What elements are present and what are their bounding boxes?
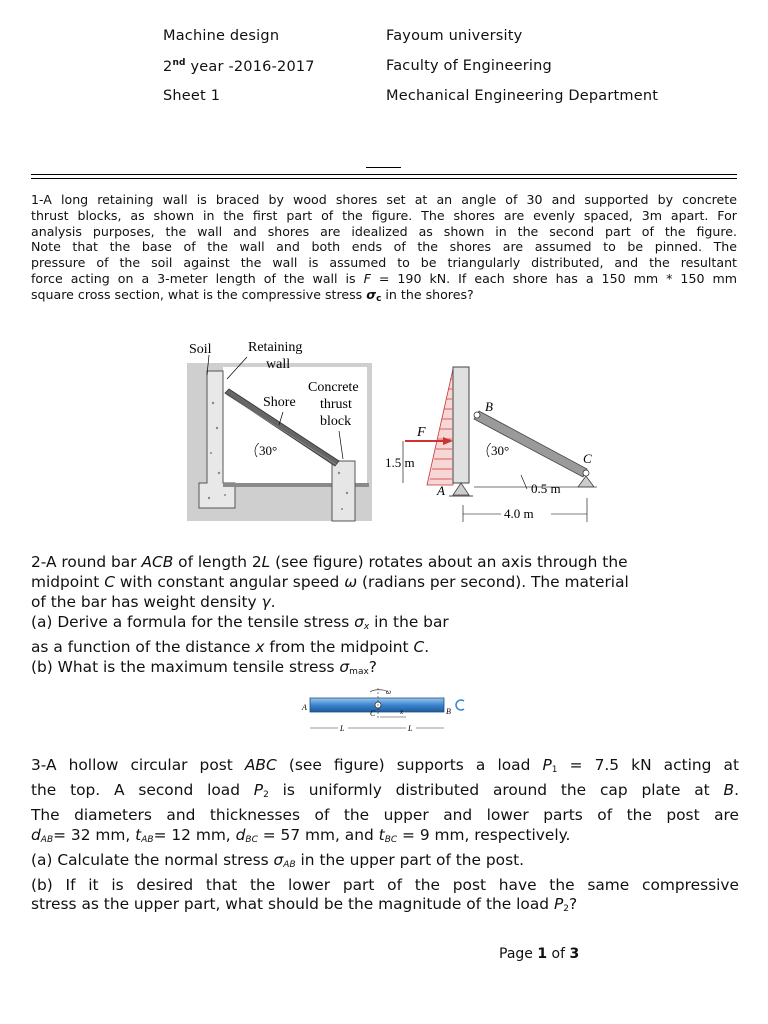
header-divider-top xyxy=(31,174,737,175)
angle-label-right: 30° xyxy=(491,443,510,458)
course-name: Machine design xyxy=(163,28,280,44)
concrete-label-3: block xyxy=(320,414,352,429)
concrete-label-2: thrust xyxy=(320,397,352,412)
short-divider xyxy=(366,167,401,168)
header-divider-bottom xyxy=(31,178,737,179)
mid-C-label: C xyxy=(370,709,376,718)
angle-label-left: 30° xyxy=(259,443,278,458)
soil-label: Soil xyxy=(189,342,212,357)
faculty-name: Faculty of Engineering xyxy=(386,58,552,74)
problem-3-text: 3-A hollow circular post ABC (see figure) supports a load $P_1 = 7.5$ kN acting at the top. A second load $P_2$ is uniformly distributed around the cap plate at B. The diameters and thicknesses of the upper and lower parts of the post are $d_{AB}= 32$ mm, $t_{AB}= 12$ mm, $d_{BC} = 57$ mm, and $t_{BC} = 9$ mm, respectively. (a) Calculate the normal stress $\sigma_{AB}$ in the upper part of the post. (b) If it is desired that the lower part of the post have the same compressive stress as the upper part, what should be the magnitude of the load $P_2$? xyxy=(31,756,739,915)
problem-2-text: 2-A round bar ACB of length 2L (see figure) rotates about an axis through the midpoint C with constant angular speed ω (radians per second). The material of the bar has weight density γ. (a) Derive a formula for the tensile stress $\sigma_x$ in the bar as a function of the distance x from the midpoint C. (b) What is the maximum tensile stress $\sigma_{max}$? xyxy=(31,553,629,677)
retaining-wall-label-2: wall xyxy=(266,357,291,372)
length-L-right: L xyxy=(408,724,413,733)
soil-pressure-distribution xyxy=(427,369,453,485)
retaining-wall-figure xyxy=(187,333,607,533)
x-label: x xyxy=(400,708,404,716)
end-B-label: B xyxy=(446,707,451,716)
academic-year: 2nd year -2016-2017 xyxy=(163,58,315,75)
force-F-label: F xyxy=(417,425,426,440)
dim-4-0m: 4.0 m xyxy=(504,506,534,521)
department-name: Mechanical Engineering Department xyxy=(386,88,659,104)
omega-label: ω xyxy=(386,688,391,696)
thrust-block xyxy=(332,461,355,521)
support-C xyxy=(578,476,594,487)
point-C-label: C xyxy=(583,451,592,466)
point-B-label: B xyxy=(485,399,493,414)
rotating-bar-figure xyxy=(296,686,476,740)
problem-1-text: 1-A long retaining wall is braced by wood shores set at an angle of 30 and supported by concrete thrust blocks, as shown in the first part of the figure. The shores are evenly spaced, 3m apart. For analysis purposes, the wall and shores are idealized as shown in the second part of the figure. Note that the base of the wall and both ends of the shores are assumed to be pinned. The pressure of the soil against the wall is assumed to be triangularly distributed, and the resultant force acting on a 3-meter length of the wall is F = 190 kN. If each shore has a 150 mm * 150 mm square cross section, what is the compressive stress $\sigma_c$ in the shores? xyxy=(31,192,737,304)
point-A-label: A xyxy=(437,483,445,498)
sheet-number: Sheet 1 xyxy=(163,88,221,104)
end-A-label: A xyxy=(302,703,307,712)
length-L-left: L xyxy=(340,724,345,733)
dim-0-5m: 0.5 m xyxy=(531,481,561,496)
concrete-label-1: Concrete xyxy=(308,380,359,395)
wall-member xyxy=(453,367,469,483)
university-name: Fayoum university xyxy=(386,28,523,44)
page-footer: Page 1 of 3 xyxy=(499,946,580,962)
rotation-icon xyxy=(456,700,464,710)
support-A xyxy=(453,483,469,495)
dim-1-5m: 1.5 m xyxy=(385,455,415,470)
shore-label: Shore xyxy=(263,395,296,410)
retaining-wall-label-1: Retaining xyxy=(248,340,303,355)
